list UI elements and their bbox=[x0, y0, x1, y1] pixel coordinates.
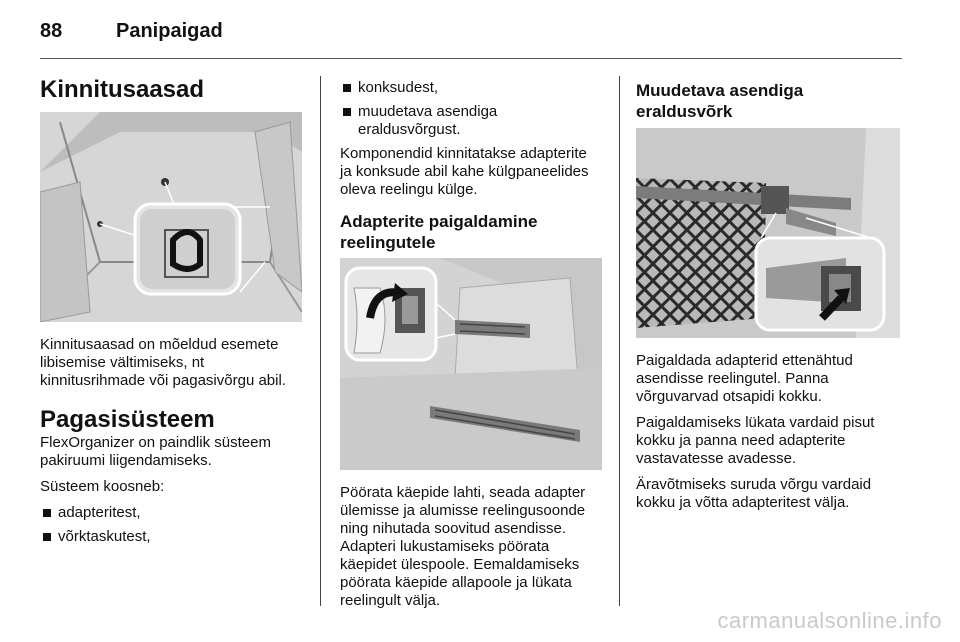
paragraph-system-consists: Süsteem koosneb: bbox=[40, 478, 165, 495]
section-title-kinnitusaasad: Kinnitusaasad bbox=[40, 76, 205, 103]
column-divider-2 bbox=[619, 76, 620, 606]
figure-adapter-on-rail bbox=[340, 258, 602, 470]
paragraph-flexorganizer: FlexOrganizer on paindlik süsteem pakiruumi liigendamiseks. bbox=[40, 434, 271, 469]
column-1-body bbox=[40, 336, 304, 552]
section-title-pagasisusteem: Pagasisüsteem bbox=[40, 406, 215, 433]
list-item: konksudest, bbox=[340, 79, 602, 97]
list-item: muudetava asendiga eraldusvõrgust. bbox=[340, 103, 602, 139]
figure-cargo-tie-down-loop bbox=[40, 112, 302, 322]
page-header bbox=[40, 18, 902, 59]
subtitle-adapter-install: Adapterite paigaldamine reelingutele bbox=[340, 212, 538, 252]
chapter-title: Panipaigad bbox=[116, 20, 223, 42]
watermark: carmanualsonline.info bbox=[717, 608, 942, 633]
figure-separation-net bbox=[636, 128, 900, 338]
paragraph-mount-rods: Paigaldamiseks lükata vardaid pisut kokku ja panna need adapterite vastavatesse avadesse. bbox=[636, 414, 875, 467]
paragraph-tie-down-loops: Kinnitusaasad on mõeldud esemete libisemise vältimiseks, nt kinnitusrihmade või pagasivõrgu abil. bbox=[40, 336, 286, 389]
column-3 bbox=[636, 80, 901, 122]
illustration-trunk-hook bbox=[40, 112, 302, 322]
paragraph-components: Komponendid kinnitatakse adapterite ja konksude abil kahe külgpaneelides oleva reelingu külge. bbox=[340, 145, 589, 198]
page-number: 88 bbox=[40, 20, 63, 42]
illustration-net bbox=[636, 128, 900, 338]
column-2-body bbox=[340, 484, 602, 618]
column-3-body bbox=[636, 352, 901, 520]
subtitle-separation-net: Muudetava asendiga eraldusvõrk bbox=[636, 81, 804, 121]
paragraph-install-adapters: Paigaldada adapterid ettenähtud asendisse reelingutel. Panna võrguvarvad otsapidi kokku. bbox=[636, 352, 853, 405]
paragraph-remove-net: Äravõtmiseks suruda võrgu vardaid kokku ja võtta adapteritest välja. bbox=[636, 476, 872, 511]
column-divider-1 bbox=[320, 76, 321, 606]
list-item: adapteritest, bbox=[40, 504, 304, 522]
list-item: võrktaskutest, bbox=[40, 528, 304, 546]
column-2 bbox=[340, 79, 602, 253]
paragraph-adapter-instructions: Pöörata käepide lahti, seada adapter ülemisse ja alumisse reelingusoonde ning nihutada soovitud asendisse. Adapteri lukustamiseks pöörata käepidet ülespoole. Eemaldamiseks pöörata käepide allapoole ja lükata reelingult välja. bbox=[340, 484, 586, 609]
illustration-adapter-rail bbox=[340, 258, 602, 470]
column-1 bbox=[40, 76, 304, 104]
